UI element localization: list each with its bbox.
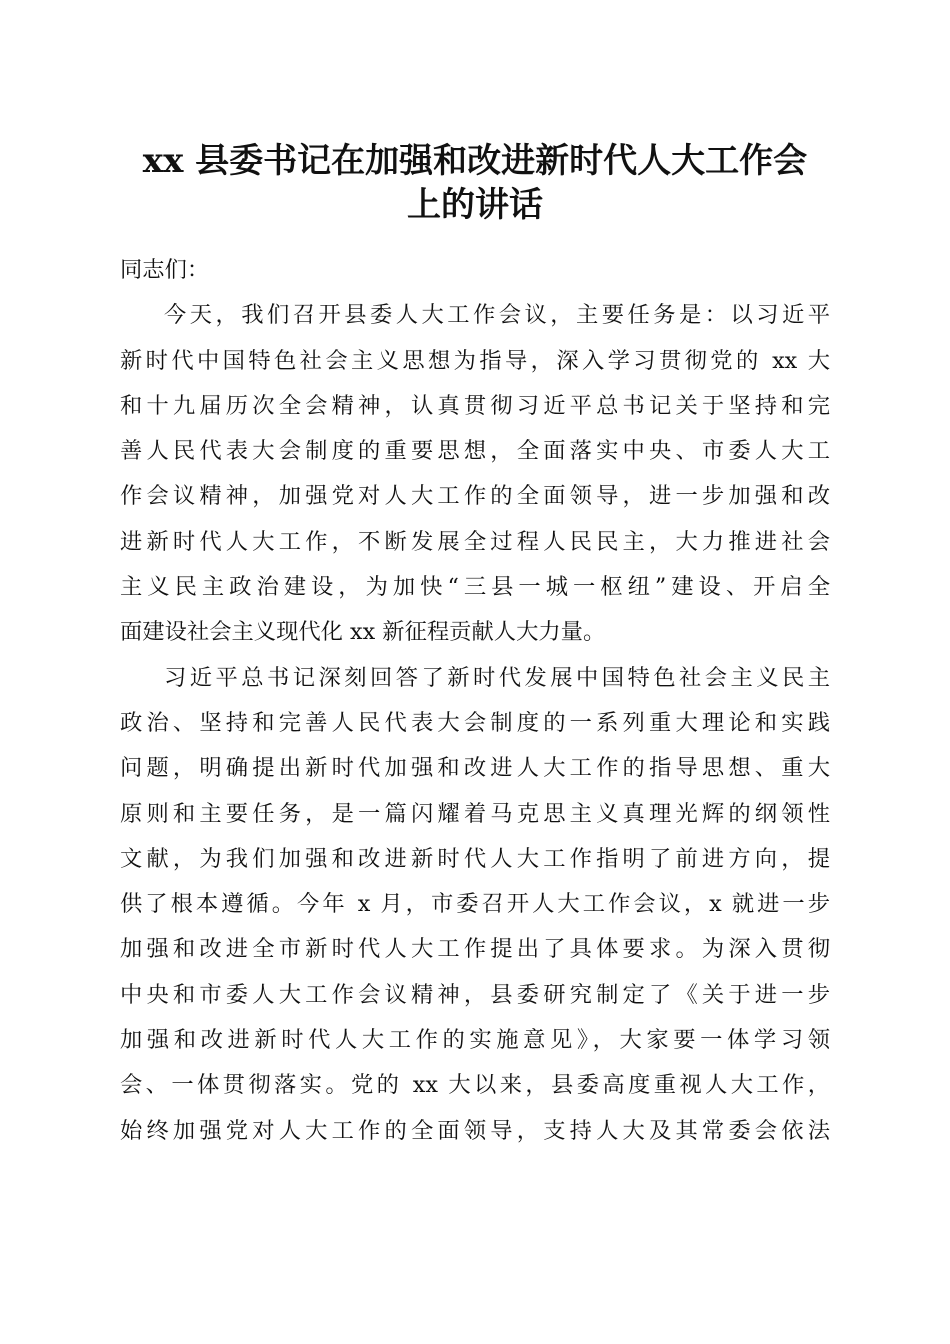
paragraph-line: 政治、坚持和完善人民代表大会制度的一系列重大理论和实践	[120, 709, 830, 736]
paragraph-line: 今天，我们召开县委人大工作会议，主要任务是：以习近平	[164, 302, 830, 329]
paragraph-line: 和十九届历次全会精神，认真贯彻习近平总书记关于坚持和完	[120, 392, 830, 419]
paragraph-1	[120, 293, 830, 655]
paragraph-line: 加强和改进全市新时代人大工作提出了具体要求。为深入贯彻	[120, 936, 830, 963]
title-line-1: xx 县委书记在加强和改进新时代人大工作会	[142, 141, 808, 181]
paragraph-line: 习近平总书记深刻回答了新时代发展中国特色社会主义民主	[164, 664, 830, 691]
paragraph-line: 进新时代人大工作，不断发展全过程人民民主，大力推进社会	[120, 528, 830, 555]
paragraph-line: 原则和主要任务，是一篇闪耀着马克思主义真理光辉的纲领性	[120, 800, 830, 827]
paragraph-line: 主义民主政治建设，为加快“三县一城一枢纽”建设、开启全	[120, 574, 830, 601]
title-line-2: 上的讲话	[407, 185, 543, 225]
paragraph-line: 新时代中国特色社会主义思想为指导，深入学习贯彻党的 xx 大	[120, 347, 830, 374]
paragraph-line: 善人民代表大会制度的重要思想，全面落实中央、市委人大工	[120, 438, 830, 465]
paragraph-line: 面建设社会主义现代化 xx 新征程贡献人大力量。	[120, 619, 606, 646]
salutation: 同志们：	[120, 257, 210, 283]
paragraph-line: 供了根本遵循。今年 x 月，市委召开人大工作会议，x 就进一步	[120, 891, 830, 918]
paragraph-line: 会、一体贯彻落实。党的 xx 大以来，县委高度重视人大工作，	[120, 1072, 830, 1099]
paragraph-line: 始终加强党对人大工作的全面领导，支持人大及其常委会依法	[120, 1117, 830, 1144]
paragraph-line: 加强和改进新时代人大工作的实施意见》，大家要一体学习领	[120, 1027, 830, 1054]
paragraph-line: 文献，为我们加强和改进新时代人大工作指明了前进方向，提	[120, 845, 830, 872]
paragraph-2	[120, 656, 830, 1154]
paragraph-line: 问题，明确提出新时代加强和改进人大工作的指导思想、重大	[120, 755, 830, 782]
document-body	[120, 248, 830, 1154]
paragraph-line: 作会议精神，加强党对人大工作的全面领导，进一步加强和改	[120, 483, 830, 510]
paragraph-line: 中央和市委人大工作会议精神，县委研究制定了《关于进一步	[120, 981, 830, 1008]
